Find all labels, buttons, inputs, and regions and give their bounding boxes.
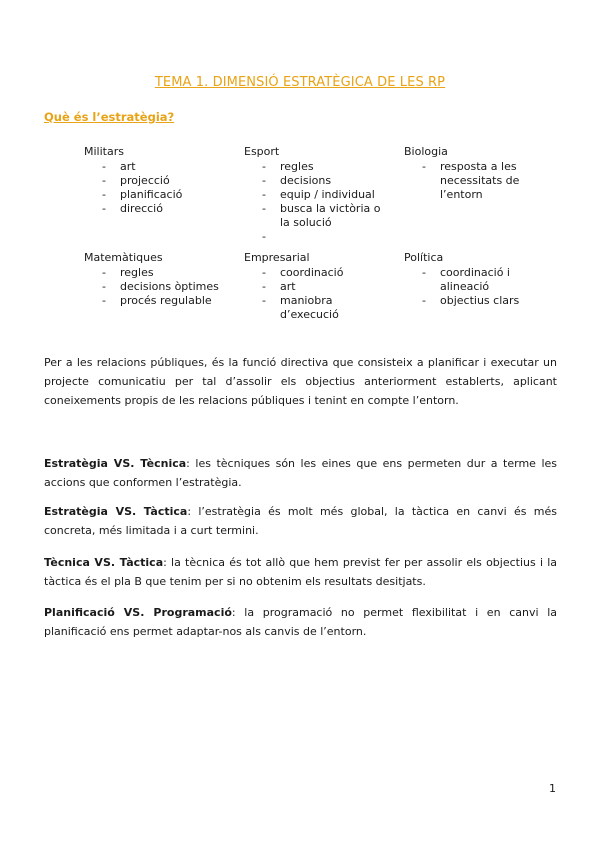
- list-item: - planificació: [84, 188, 234, 202]
- list-item: - decisions: [244, 174, 392, 188]
- list-item: - art: [84, 160, 234, 174]
- comparison-term: Tècnica VS. Tàctica: [44, 556, 164, 569]
- list-item: - objectius clars: [404, 294, 534, 308]
- comparison-paragraph: [44, 553, 557, 591]
- comparison-term: Estratègia VS. Tècnica: [44, 457, 187, 470]
- list-item: - projecció: [84, 174, 234, 188]
- category-name: Matemàtiques: [84, 251, 163, 264]
- comparison-paragraph: [44, 502, 557, 540]
- comparison-term: Estratègia VS. Tàctica: [44, 505, 188, 518]
- list-item: - direcció: [84, 202, 234, 216]
- section-heading: Què és l’estratègia?: [44, 110, 175, 124]
- list-item: - coordinació i alineació: [404, 266, 534, 294]
- category-empresarial: [244, 251, 362, 322]
- comparison-term: Planificació VS. Programació: [44, 606, 232, 619]
- page-number: 1: [549, 782, 556, 795]
- category-name: Esport: [244, 145, 280, 158]
- category-name: Biologia: [404, 145, 448, 158]
- category-name: Empresarial: [244, 251, 310, 264]
- list-item: [244, 230, 392, 244]
- list-item: - resposta a les necessitats de l’entorn: [404, 160, 534, 202]
- comparison-text: : les tècniques són les eines que ens permeten dur a terme les accions que conformen l’estratègia.: [44, 457, 557, 489]
- category-name: Militars: [84, 145, 124, 158]
- list-item: - regles: [244, 160, 392, 174]
- category-name: Política: [404, 251, 444, 264]
- comparison-paragraph: [44, 454, 557, 492]
- comparison-text: : la programació no permet flexibilitat i en canvi la planificació ens permet adaptar-nos als canvis de l’entorn.: [44, 606, 557, 638]
- list-item: - busca la victòria o la solució: [244, 202, 392, 230]
- list-item: - equip / individual: [244, 188, 392, 202]
- category-militars: [84, 145, 234, 216]
- comparison-text: : la tècnica és tot allò que hem previst fer per assolir els objectius i la tàctica és el pla B que tenim per si no obtenim els resultats desitjats.: [44, 556, 557, 588]
- list-item: - art: [244, 280, 362, 294]
- comparison-paragraph: [44, 603, 557, 641]
- category-biologia: [404, 145, 534, 202]
- list-item: - regles: [84, 266, 239, 280]
- list-item: - procés regulable: [84, 294, 239, 308]
- page-title: TEMA 1. DIMENSIÓ ESTRATÈGICA DE LES RP: [154, 75, 446, 90]
- list-item: - decisions òptimes: [84, 280, 239, 294]
- category-matematiques: [84, 251, 239, 308]
- category-esport: [244, 145, 392, 244]
- category-politica: [404, 251, 534, 308]
- list-item: - coordinació: [244, 266, 362, 280]
- definition-paragraph: Per a les relacions públiques, és la funció directiva que consisteix a planificar i executar un projecte comunicatiu per tal d’assolir els objectius anteriorment establerts, aplicant coneixements propis de les relacions públiques i tenint en compte l’entorn.: [44, 356, 557, 407]
- list-item: - maniobra d’execució: [244, 294, 362, 322]
- comparison-text: : l’estratègia és molt més global, la tàctica en canvi és més concreta, més limitada i a curt termini.: [44, 505, 558, 537]
